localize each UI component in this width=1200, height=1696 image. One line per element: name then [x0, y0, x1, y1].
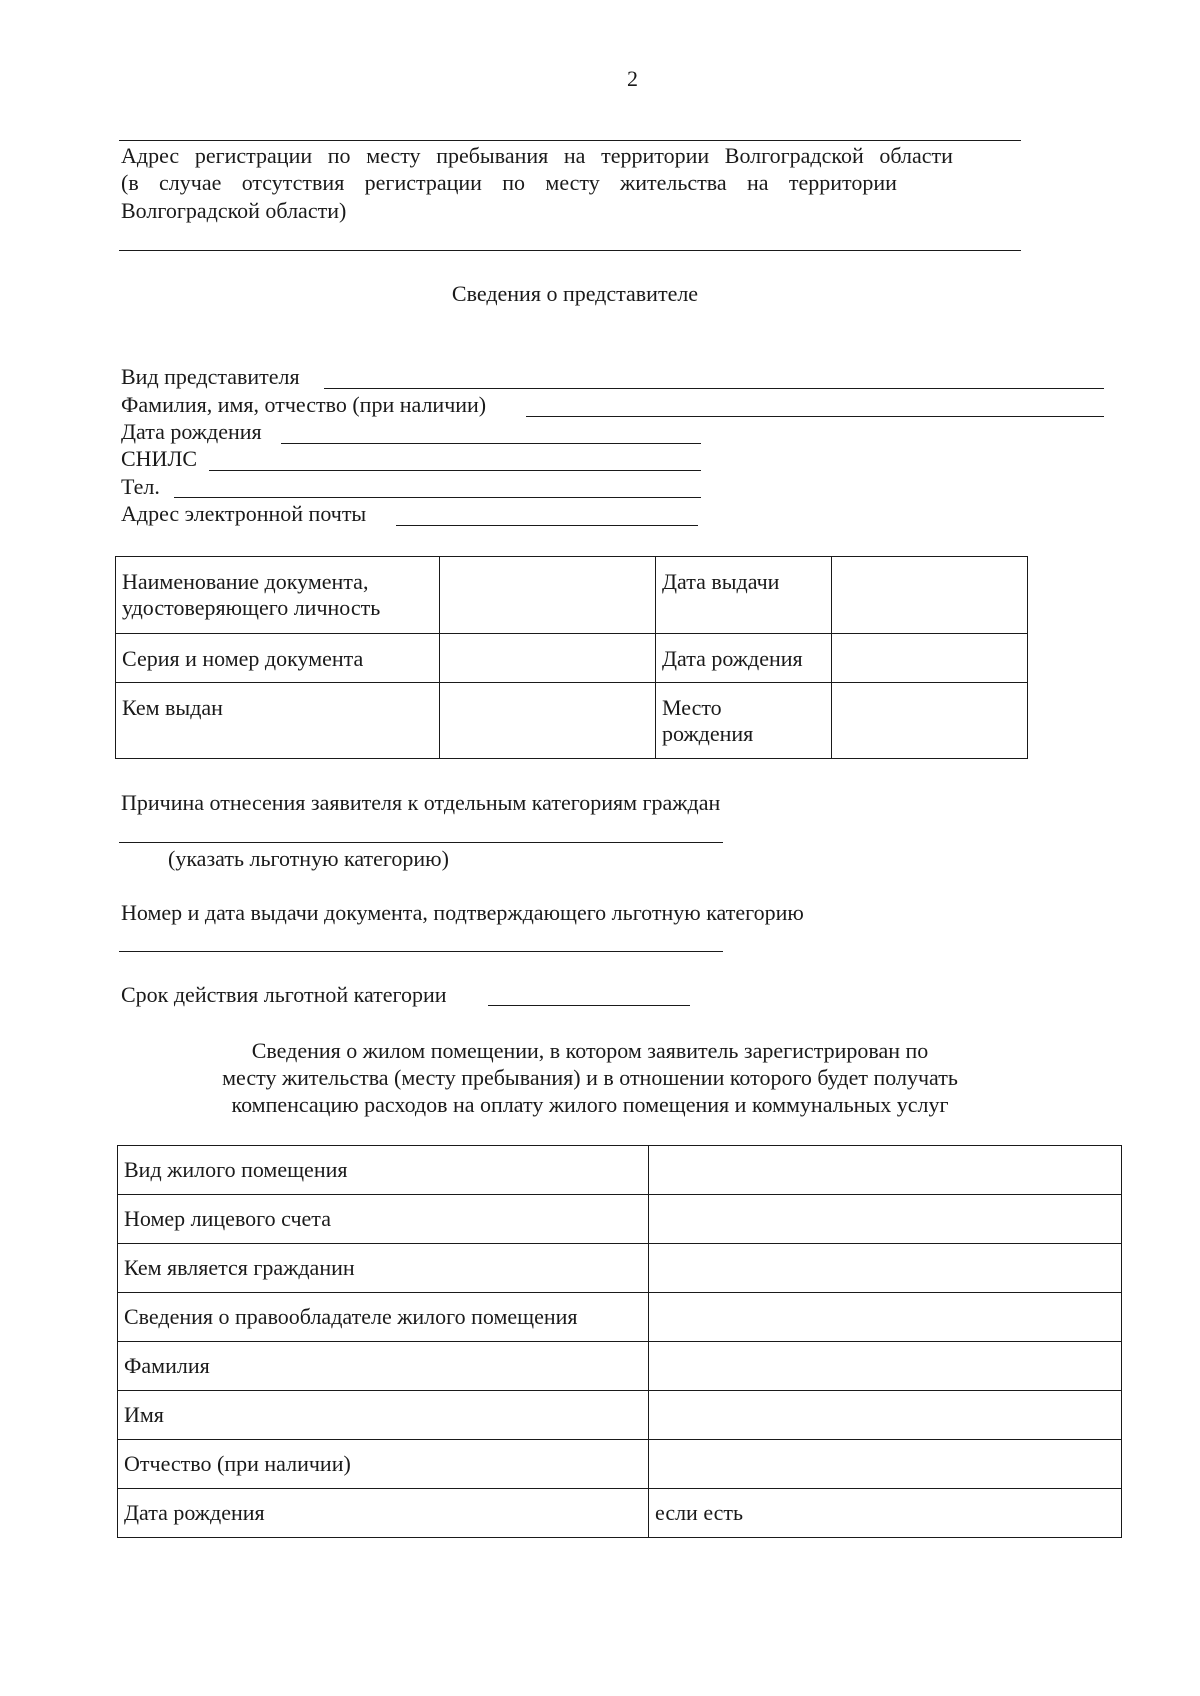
representative-phone-input[interactable]: [174, 497, 701, 498]
benefit-document-label: Номер и дата выдачи документа, подтверждающего льготную категорию: [121, 900, 804, 925]
registration-word: пребывания: [436, 143, 549, 168]
registration-top-line: [119, 140, 1021, 141]
housing-label-cell: Номер лицевого счета: [118, 1195, 649, 1244]
representative-name-input[interactable]: [526, 416, 1104, 417]
registration-answer-line[interactable]: [119, 250, 1021, 251]
doc-name-line-2: удостоверяющего личность: [122, 595, 381, 620]
housing-value-cell[interactable]: если есть: [649, 1489, 1122, 1538]
registration-word: регистрации: [194, 143, 313, 168]
representative-birthdate-label: Дата рождения: [121, 419, 262, 444]
table-row: [118, 1342, 1122, 1391]
benefit-reason-label: Причина отнесения заявителя к отдельным категориям граждан: [121, 790, 721, 815]
housing-label-cell: Фамилия: [118, 1342, 649, 1391]
representative-phone-label: Тел.: [121, 474, 160, 499]
birth-date-label-cell: [656, 634, 832, 683]
housing-label-cell: Имя: [118, 1391, 649, 1440]
registration-word: территории: [788, 170, 897, 195]
benefit-validity-input[interactable]: [488, 1005, 690, 1006]
issued-by-value-cell[interactable]: [440, 683, 656, 759]
housing-label-cell: Кем является гражданин: [118, 1244, 649, 1293]
housing-value-cell[interactable]: [649, 1244, 1122, 1293]
registration-line-2: [121, 172, 897, 194]
housing-label-cell: Сведения о правообладателе жилого помещения: [118, 1293, 649, 1342]
representative-email-input[interactable]: [396, 525, 698, 526]
representative-type-input[interactable]: [324, 388, 1104, 389]
registration-word: (в: [121, 170, 139, 195]
representative-name-label: Фамилия, имя, отчество (при наличии): [121, 392, 487, 417]
series-number-value-cell[interactable]: [440, 634, 656, 683]
registration-word: регистрации: [364, 170, 482, 195]
table-row: [118, 1244, 1122, 1293]
representative-type-label: Вид представителя: [121, 364, 300, 389]
registration-word: Волгоградской: [724, 143, 864, 168]
table-row: [118, 1489, 1122, 1538]
housing-value-cell[interactable]: [649, 1146, 1122, 1195]
registration-word: случае: [159, 170, 222, 195]
birth-place-label-cell: [656, 683, 832, 759]
registration-word: по: [327, 143, 351, 168]
representative-heading: Сведения о представителе: [451, 281, 699, 306]
registration-word: области: [879, 143, 953, 168]
housing-heading-line-1: Сведения о жилом помещении, в котором заявитель зарегистрирован по: [251, 1038, 929, 1063]
birth-place-line-2: рождения: [662, 721, 754, 746]
representative-email-label: Адрес электронной почты: [121, 501, 367, 526]
series-number-label: Серия и номер документа: [122, 646, 364, 671]
benefit-document-input[interactable]: [119, 951, 723, 952]
table-row: [118, 1195, 1122, 1244]
doc-birth-date-label: Дата рождения: [662, 646, 803, 671]
registration-word: по: [502, 170, 526, 195]
registration-word: на: [563, 143, 586, 168]
housing-heading-line-2: месту жительства (месту пребывания) и в отношении которого будет получать: [222, 1065, 958, 1090]
housing-value-cell[interactable]: [649, 1293, 1122, 1342]
benefit-category-hint: (указать льготную категорию): [168, 846, 449, 871]
housing-heading-line-3: компенсацию расходов на оплату жилого помещения и коммунальных услуг: [231, 1092, 949, 1117]
registration-word: месту: [545, 170, 600, 195]
id-document-table: [115, 556, 1028, 759]
issue-date-label-cell: [656, 557, 832, 634]
housing-value-cell[interactable]: [649, 1342, 1122, 1391]
registration-word: отсутствия: [241, 170, 345, 195]
doc-name-label-cell: [116, 557, 440, 634]
housing-label-cell: Дата рождения: [118, 1489, 649, 1538]
representative-snils-input[interactable]: [209, 470, 701, 471]
table-row: [118, 1146, 1122, 1195]
registration-word: на: [746, 170, 769, 195]
housing-value-cell[interactable]: [649, 1391, 1122, 1440]
series-number-label-cell: [116, 634, 440, 683]
registration-word: месту: [366, 143, 421, 168]
registration-word: жительства: [620, 170, 727, 195]
representative-snils-label: СНИЛС: [121, 446, 198, 471]
table-row: [118, 1293, 1122, 1342]
table-row: [118, 1391, 1122, 1440]
doc-name-value-cell[interactable]: [440, 557, 656, 634]
representative-birthdate-input[interactable]: [281, 443, 701, 444]
housing-table: [117, 1145, 1122, 1538]
birth-place-line-1: Место: [662, 695, 722, 720]
housing-value-cell[interactable]: [649, 1195, 1122, 1244]
registration-word: Адрес: [121, 143, 180, 168]
table-row: [116, 557, 1028, 634]
housing-label-cell: Вид жилого помещения: [118, 1146, 649, 1195]
housing-label-cell: Отчество (при наличии): [118, 1440, 649, 1489]
issue-date-label: Дата выдачи: [662, 569, 780, 594]
table-row: [116, 634, 1028, 683]
issued-by-label: Кем выдан: [122, 695, 223, 720]
table-row: [116, 683, 1028, 759]
registration-line-1: [121, 145, 953, 167]
registration-line-3: Волгоградской области): [121, 198, 347, 223]
table-row: [118, 1440, 1122, 1489]
benefit-reason-input[interactable]: [119, 842, 723, 843]
birth-place-value-cell[interactable]: [832, 683, 1028, 759]
registration-word: территории: [601, 143, 710, 168]
doc-name-line-1: Наименование документа,: [122, 569, 369, 594]
page-number: 2: [627, 66, 638, 91]
issued-by-label-cell: [116, 683, 440, 759]
issue-date-value-cell[interactable]: [832, 557, 1028, 634]
housing-value-cell[interactable]: [649, 1440, 1122, 1489]
birth-date-value-cell[interactable]: [832, 634, 1028, 683]
benefit-validity-label: Срок действия льготной категории: [121, 982, 447, 1007]
